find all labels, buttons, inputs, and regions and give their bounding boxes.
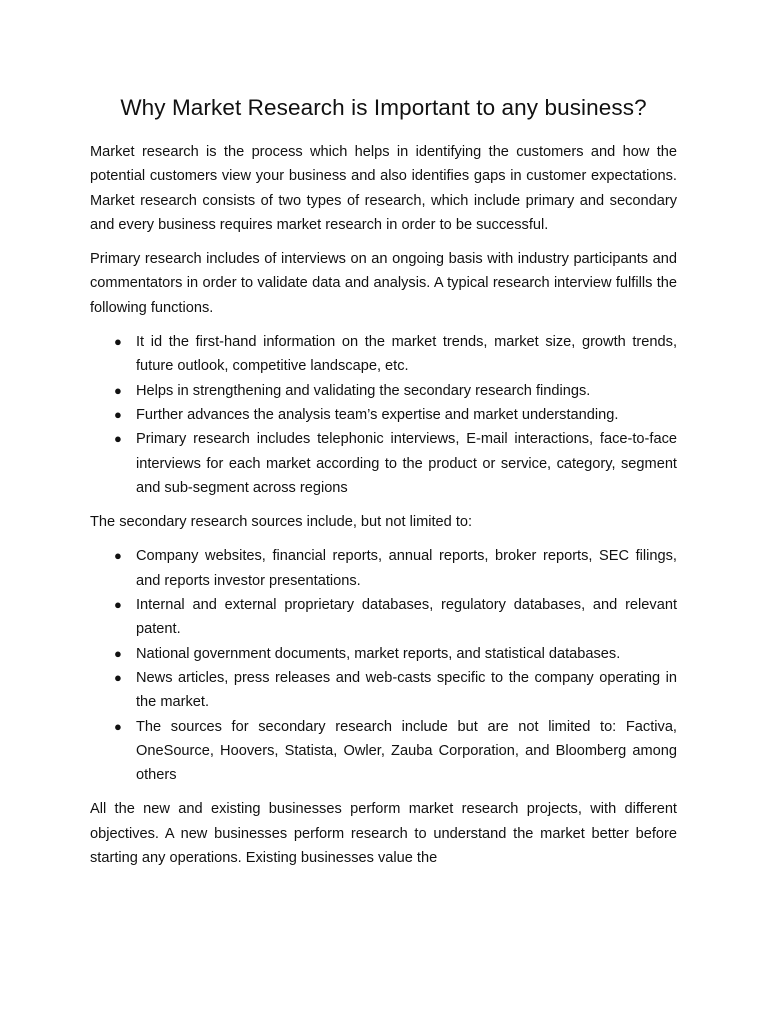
list-item-text: Helps in strengthening and validating the secondary research findings.	[136, 382, 591, 399]
list-item-text: Primary research includes telephonic interviews, E-mail interactions, face-to-face interviews for each market according to the product or service, category, segment and sub-segment across regions	[136, 431, 677, 496]
list-item	[90, 427, 677, 500]
document-title: Why Market Research is Important to any business?	[120, 95, 647, 120]
intro-paragraph: Market research is the process which helps in identifying the customers and how the potential customers view your business and also identifies gaps in customer expectations. Market research consists of two types of research, which include primary and secondary and every business requires market research in order to be successful.	[90, 144, 677, 233]
list-item-text: News articles, press releases and web-casts specific to the company operating in the market.	[136, 669, 677, 711]
bullet-icon: ●	[114, 597, 122, 613]
bullet-icon: ●	[114, 334, 122, 350]
secondary-research-intro: The secondary research sources include, but not limited to:	[90, 514, 473, 531]
bullet-icon: ●	[114, 548, 122, 564]
bullet-icon: ●	[114, 431, 122, 447]
bullet-icon: ●	[114, 669, 122, 685]
list-item	[90, 379, 677, 403]
list-item-text: Internal and external proprietary databases, regulatory databases, and relevant patent.	[136, 597, 677, 638]
list-item	[90, 593, 677, 642]
closing-paragraph: All the new and existing businesses perform market research projects, with different objectives. A new businesses perform research to understand the market better before starting any operations. Existing businesses value the	[90, 801, 677, 867]
list-item-text: Further advances the analysis team’s expertise and market understanding.	[136, 406, 619, 423]
list-item	[90, 403, 677, 427]
secondary-research-list	[90, 544, 677, 787]
list-item-text: National government documents, market reports, and statistical databases.	[136, 645, 621, 662]
list-item-text: It id the first-hand information on the market trends, market size, growth trends, future outlook, competitive landscape, etc.	[136, 334, 677, 375]
bullet-icon: ●	[114, 382, 122, 398]
list-item-text: Company websites, financial reports, annual reports, broker reports, SEC filings, and reports investor presentations.	[136, 548, 677, 589]
list-item	[90, 642, 677, 666]
primary-research-paragraph: Primary research includes of interviews on an ongoing basis with industry participants and commentators in order to validate data and analysis. A typical research interview fulfills the following functions.	[90, 251, 677, 316]
primary-research-list	[90, 330, 677, 500]
list-item-text: The sources for secondary research include but are not limited to: Factiva, OneSource, Hoovers, Statista, Owler, Zauba Corporation, and Bloomberg among others	[136, 718, 677, 784]
bullet-icon: ●	[114, 718, 122, 734]
list-item	[90, 544, 677, 593]
list-item	[90, 330, 677, 379]
bullet-icon: ●	[114, 645, 122, 661]
document-page	[90, 92, 677, 880]
bullet-icon: ●	[114, 406, 122, 422]
list-item	[90, 715, 677, 788]
list-item	[90, 666, 677, 715]
